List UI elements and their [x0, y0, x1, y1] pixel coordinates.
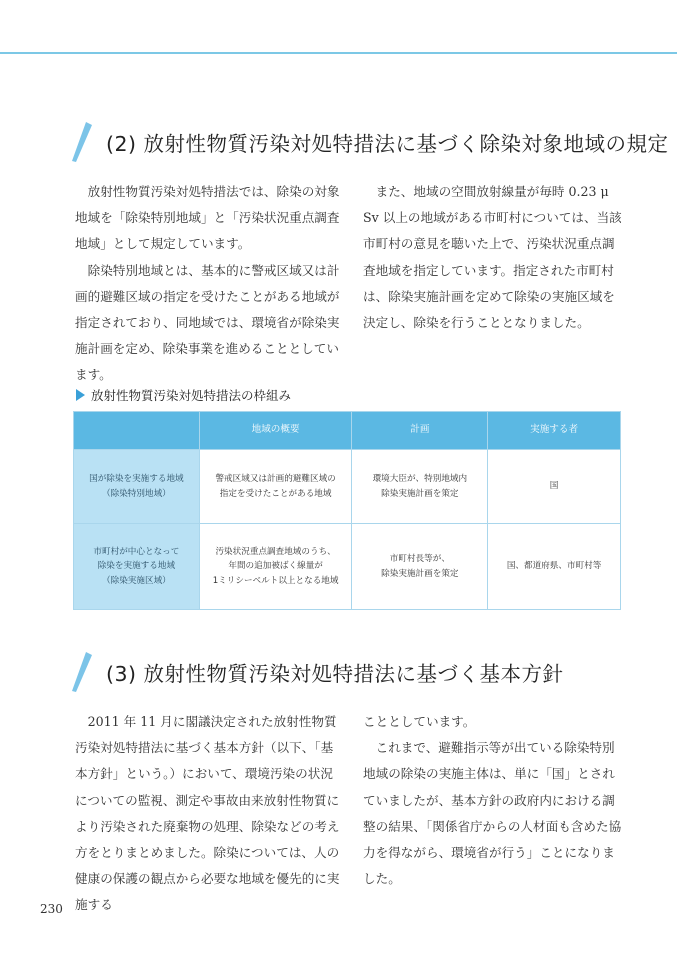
paragraph: 除染特別地域とは、基本的に警戒区域又は計画的避難区域の指定を受けたことがある地域が指定されており、同地域では、環境省が除染実施計画を定め、除染事業を進めることとしています。	[75, 262, 340, 383]
page-number: 230	[40, 902, 63, 916]
plan-cell	[352, 524, 488, 610]
cell-line: 環境大臣が、特別地域内	[372, 474, 468, 484]
actor-cell	[488, 524, 621, 610]
section-2-heading	[68, 120, 669, 164]
cell-line: 除染を実施する地域	[97, 561, 176, 572]
paragraph: 放射性物質汚染対処特措法では、除染の対象地域を「除染特別地域」と「汚染状況重点調査地域」として規定しています。	[75, 184, 340, 252]
cell-line: （除染特別地域）	[102, 488, 171, 499]
section-3-right-column	[363, 709, 627, 892]
section-2-right-column	[363, 179, 627, 336]
cell-line: （除染実施区域）	[102, 575, 171, 586]
table-caption	[76, 386, 291, 404]
row-head-cell	[74, 450, 200, 524]
top-rule	[0, 52, 677, 54]
row-head-cell	[74, 524, 200, 610]
cell-line: 警戒区域又は計画的避難区域の	[215, 474, 336, 484]
cell-line: 国、都道府県、市町村等	[506, 561, 602, 572]
table-row	[74, 450, 621, 524]
cell-line: 市町村が中心となって	[93, 546, 180, 557]
cell-line: 国が除染を実施する地域	[89, 474, 184, 484]
header-cell	[74, 412, 200, 450]
header-cell: 地域の概要	[199, 412, 352, 450]
cell-line: 指定を受けたことがある地域	[219, 488, 332, 499]
cell-line: 年間の追加被ばく線量が	[228, 561, 323, 572]
header-cell: 計画	[352, 412, 488, 450]
slash-icon	[68, 650, 94, 694]
section-3-left-column	[75, 709, 341, 919]
cell-line: 1ミリシーベルト以上となる地域	[212, 575, 339, 586]
table-header-row	[74, 412, 621, 450]
table-row	[74, 524, 621, 610]
paragraph: 2011 年 11 月に閣議決定された放射性物質汚染対処特措法に基づく基本方針（以下、「基本方針」という。）において、環境汚染の状況についての監視、測定や事故由来放射性物質により汚染された廃棄物の処理、除染などの考え方をとりまとめました。除染については、人の健康の保護の観点から必要な地域を優先的に実施する	[75, 714, 340, 913]
section-3-heading	[68, 650, 564, 694]
cell-line: 除染実施計画を策定	[381, 568, 459, 579]
paragraph: こととしています。	[363, 714, 476, 729]
cell-line: 除染実施計画を策定	[381, 488, 459, 499]
overview-cell	[199, 450, 352, 524]
framework-table	[73, 411, 621, 610]
cell-line: 汚染状況重点調査地域のうち、	[215, 546, 336, 557]
cell-line: 市町村長等が、	[389, 554, 450, 564]
plan-cell	[352, 450, 488, 524]
header-cell: 実施する者	[488, 412, 621, 450]
paragraph: これまで、避難指示等が出ている除染特別地域の除染の実施主体は、単に「国」とされていましたが、基本方針の政府内における調整の結果、「関係省庁からの人材面も含めた協力を得ながら、環境省が行う」ことになりました。	[363, 740, 622, 887]
slash-icon	[68, 120, 94, 164]
paragraph: また、地域の空間放射線量が毎時 0.23 μ Sv 以上の地域がある市町村については、当該市町村の意見を聴いた上で、汚染状況重点調査地域を指定しています。指定された市町村は、除染実施計画を定めて除染の実施区域を決定し、除染を行うこととなりました。	[363, 184, 622, 331]
triangle-icon	[76, 389, 85, 401]
section-2-left-column	[75, 179, 341, 389]
actor-cell	[488, 450, 621, 524]
table-caption-text: 放射性物質汚染対処特措法の枠組み	[91, 388, 292, 403]
section-2-title: (2) 放射性物質汚染対処特措法に基づく除染対象地域の規定	[106, 132, 669, 156]
cell-line: 国	[549, 481, 559, 492]
section-3-title: (3) 放射性物質汚染対処特措法に基づく基本方針	[106, 662, 564, 686]
overview-cell	[199, 524, 352, 610]
